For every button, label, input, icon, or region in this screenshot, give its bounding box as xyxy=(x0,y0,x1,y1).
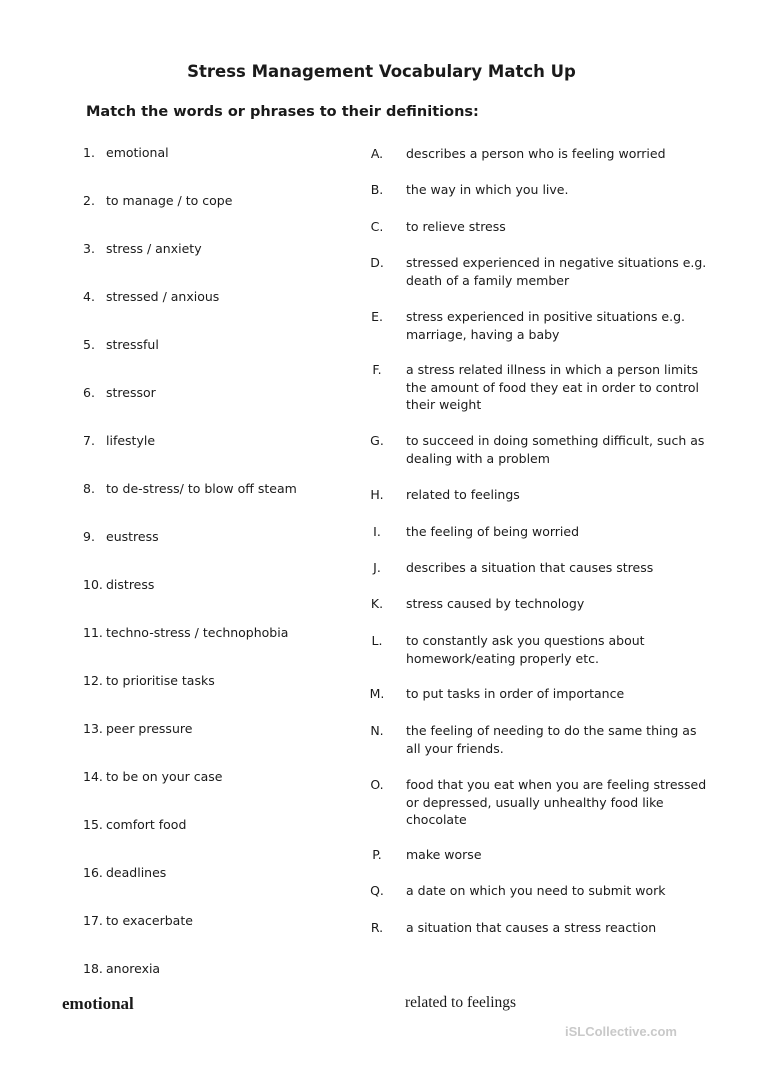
definition-letter: B. xyxy=(370,182,384,197)
word-number: 9. xyxy=(83,529,95,544)
example-definition: related to feelings xyxy=(405,994,517,1011)
word-number: 18. xyxy=(83,961,103,976)
word-item: stress / anxiety xyxy=(106,241,202,256)
example-word: emotional xyxy=(62,994,134,1013)
word-number: 6. xyxy=(83,385,95,400)
word-item: to exacerbate xyxy=(106,913,193,928)
word-number: 14. xyxy=(83,769,103,784)
word-number: 15. xyxy=(83,817,103,832)
definition-item: a stress related illness in which a person limits the amount of food they eat in order to control their weight xyxy=(406,362,699,412)
word-number: 13. xyxy=(83,721,103,736)
definition-letter: K. xyxy=(370,596,384,611)
definition-letter: F. xyxy=(372,362,382,377)
word-item: to prioritise tasks xyxy=(106,673,215,688)
word-item: lifestyle xyxy=(106,433,156,448)
definition-item: make worse xyxy=(406,847,482,862)
word-number: 16. xyxy=(83,865,103,880)
definition-item: to succeed in doing something difficult, such as dealing with a problem xyxy=(406,433,705,466)
definition-item: related to feelings xyxy=(406,487,520,502)
word-item: stressed / anxious xyxy=(106,289,220,304)
definition-item: describes a situation that causes stress xyxy=(406,560,654,575)
definition-item: the way in which you live. xyxy=(406,182,569,197)
word-item: anorexia xyxy=(106,961,161,976)
word-item: to manage / to cope xyxy=(106,193,233,208)
definition-letter: R. xyxy=(370,920,384,935)
definition-item: to constantly ask you questions about homework/eating properly etc. xyxy=(406,633,645,666)
definition-letter: P. xyxy=(372,847,382,862)
watermark: iSLCollective.com xyxy=(565,1024,677,1039)
definition-letter: Q. xyxy=(370,883,384,898)
definition-letter: J. xyxy=(373,560,381,575)
definition-item: stressed experienced in negative situations e.g. death of a family member xyxy=(406,255,707,288)
word-item: deadlines xyxy=(106,865,167,880)
definition-item: to relieve stress xyxy=(406,219,506,234)
instructions: Match the words or phrases to their definitions: xyxy=(86,104,479,120)
word-number: 12. xyxy=(83,673,103,688)
word-number: 4. xyxy=(83,289,95,304)
definition-item: to put tasks in order of importance xyxy=(406,686,625,701)
word-number: 5. xyxy=(83,337,95,352)
definition-item: the feeling of needing to do the same thing as all your friends. xyxy=(406,723,697,756)
definition-item: describes a person who is feeling worried xyxy=(406,146,666,161)
definition-item: stress caused by technology xyxy=(406,596,585,611)
word-item: peer pressure xyxy=(106,721,193,736)
definition-letter: O. xyxy=(370,777,384,792)
definition-item: stress experienced in positive situations e.g. marriage, having a baby xyxy=(406,309,685,342)
definition-item: food that you eat when you are feeling stressed or depressed, usually unhealthy food like chocolate xyxy=(406,777,707,827)
definition-letter: L. xyxy=(371,633,383,648)
definition-letter: E. xyxy=(371,309,383,324)
definition-letter: A. xyxy=(370,146,384,161)
definition-letter: M. xyxy=(369,686,385,701)
word-number: 11. xyxy=(83,625,103,640)
definition-item: a date on which you need to submit work xyxy=(406,883,666,898)
word-item: distress xyxy=(106,577,155,592)
word-item: stressor xyxy=(106,385,156,400)
word-item: comfort food xyxy=(106,817,187,832)
word-number: 1. xyxy=(83,145,95,160)
word-number: 3. xyxy=(83,241,95,256)
page-title: Stress Management Vocabulary Match Up xyxy=(187,62,576,81)
word-number: 17. xyxy=(83,913,103,928)
word-item: to be on your case xyxy=(106,769,223,784)
word-item: to de-stress/ to blow off steam xyxy=(106,481,297,496)
definition-item: a situation that causes a stress reaction xyxy=(406,920,657,935)
word-number: 2. xyxy=(83,193,95,208)
word-number: 10. xyxy=(83,577,103,592)
word-number: 7. xyxy=(83,433,95,448)
definition-letter: D. xyxy=(370,255,384,270)
definition-item: the feeling of being worried xyxy=(406,524,580,539)
definition-letter: H. xyxy=(370,487,384,502)
word-item: techno-stress / technophobia xyxy=(106,625,289,640)
word-number: 8. xyxy=(83,481,95,496)
definition-letter: G. xyxy=(370,433,384,448)
definition-letter: N. xyxy=(370,723,384,738)
definition-letter: C. xyxy=(370,219,384,234)
word-item: eustress xyxy=(106,529,159,544)
word-item: stressful xyxy=(106,337,159,352)
word-item: emotional xyxy=(106,145,169,160)
definition-letter: I. xyxy=(373,524,381,539)
